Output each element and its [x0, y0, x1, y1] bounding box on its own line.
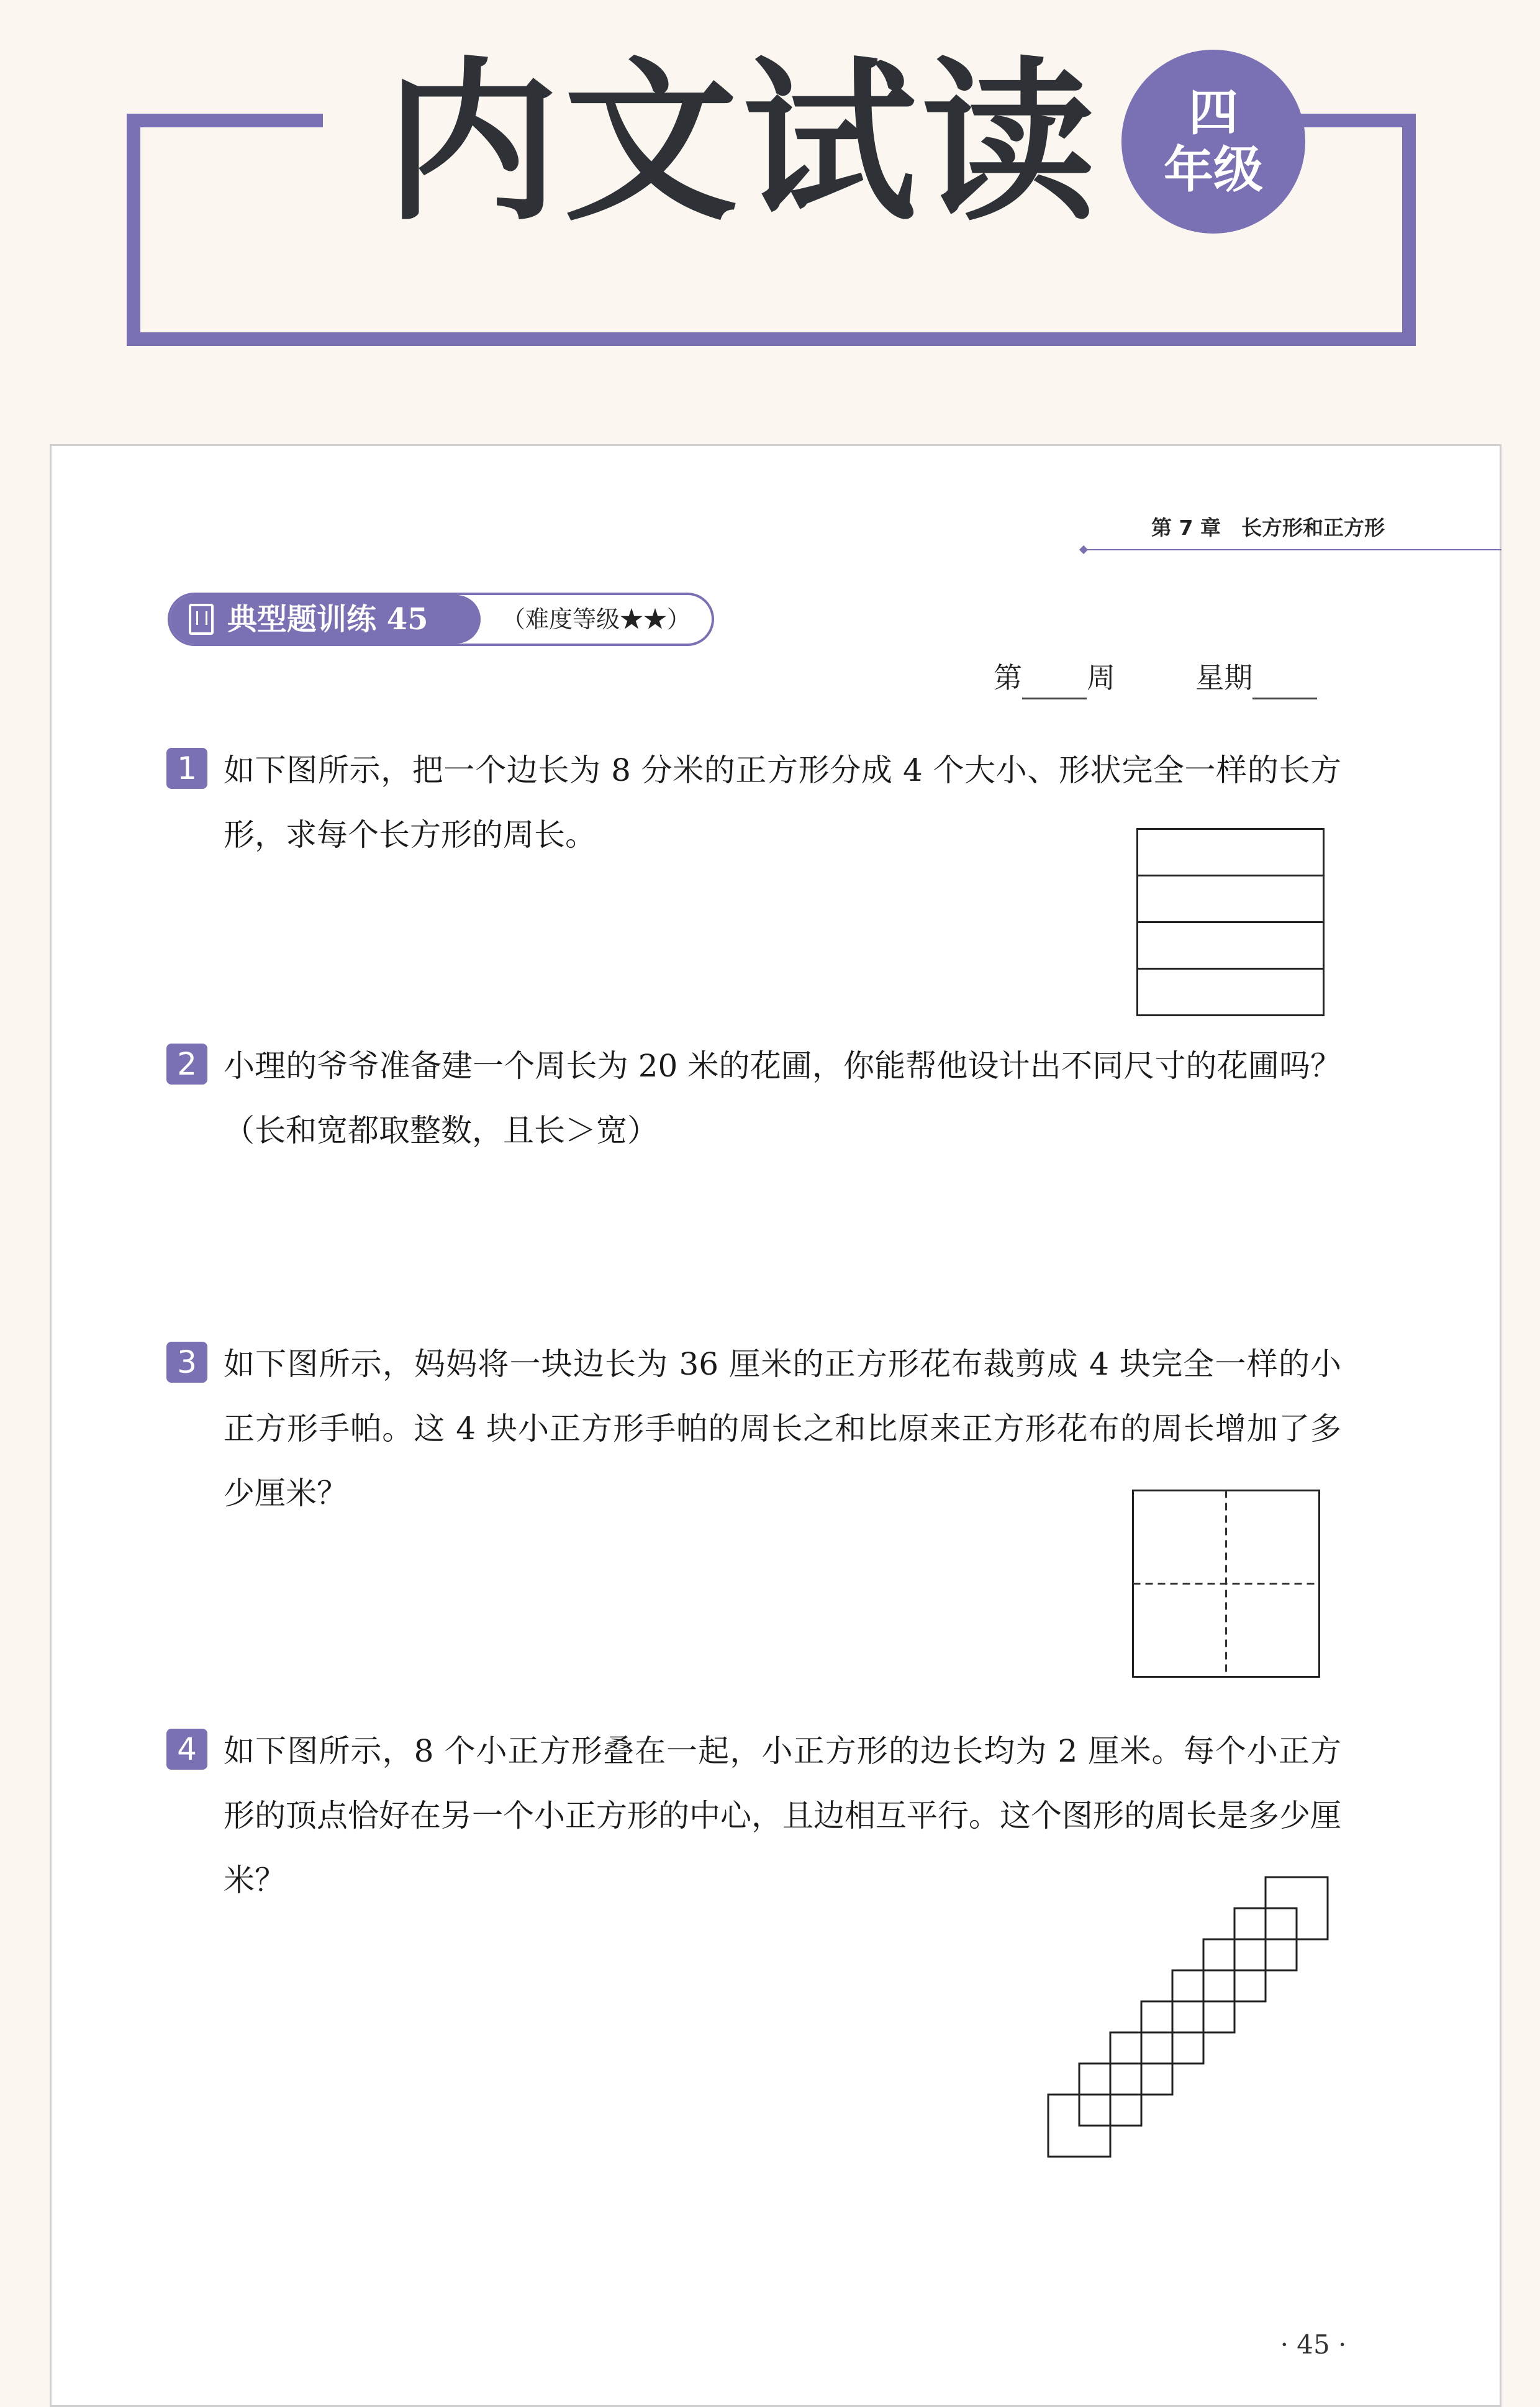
question-text-1: 如下图所示，把一个边长为 8 分米的正方形分成 4 个大小、形状完全一样的长方形，求每个长方形的周长。 — [224, 752, 1341, 853]
chapter-rule — [1085, 549, 1502, 550]
week-unit: 周 — [1087, 661, 1115, 694]
q1-figure-rectangles — [1136, 828, 1325, 1017]
q4-figure-stacked-squares — [1043, 1870, 1335, 2162]
question-number-2: 2 — [166, 1044, 207, 1085]
week-label: 第 — [994, 661, 1022, 694]
question-number-4: 4 — [166, 1729, 207, 1770]
exercise-tag-label — [170, 595, 481, 644]
question-number-3: 3 — [166, 1342, 207, 1383]
weekday-label: 星期 — [1195, 661, 1253, 694]
q3-figure-square-cut — [1132, 1490, 1321, 1678]
banner-title: 内文试读 — [385, 40, 1100, 245]
question-text-3: 如下图所示，妈妈将一块边长为 36 厘米的正方形花布裁剪成 4 块完全一样的小正方形手帕。这 4 块小正方形手帕的周长之和比原来正方形花布的周长增加了多少厘米？ — [224, 1346, 1341, 1511]
chapter-heading: 第 7 章 长方形和正方形 — [1151, 516, 1385, 540]
week-blank[interactable] — [1022, 667, 1087, 699]
grade-badge-line2: 年级 — [1164, 141, 1263, 199]
question-text-2: 小理的爷爷准备建一个周长为 20 米的花圃，你能帮他设计出不同尺寸的花圃吗？（长和宽都取整数，且长＞宽） — [224, 1048, 1341, 1149]
weekday-blank[interactable] — [1252, 667, 1317, 699]
question-text-4: 如下图所示，8 个小正方形叠在一起，小正方形的边长均为 2 厘米。每个小正方形的顶点恰好在另一个小正方形的中心，且边相互平行。这个图形的周长是多少厘米？ — [224, 1733, 1341, 1898]
week-day-line — [994, 656, 1391, 699]
grade-badge-line1: 四 — [1189, 84, 1238, 142]
exercise-title: 典型题训练 45 — [227, 602, 428, 637]
difficulty-level: （难度等级★★） — [501, 606, 691, 633]
page-number: · 45 · — [1280, 2329, 1347, 2360]
exercise-tag — [168, 593, 714, 646]
grade-badge — [1121, 50, 1305, 234]
question-number-1: 1 — [166, 748, 207, 789]
book-icon — [189, 604, 214, 635]
